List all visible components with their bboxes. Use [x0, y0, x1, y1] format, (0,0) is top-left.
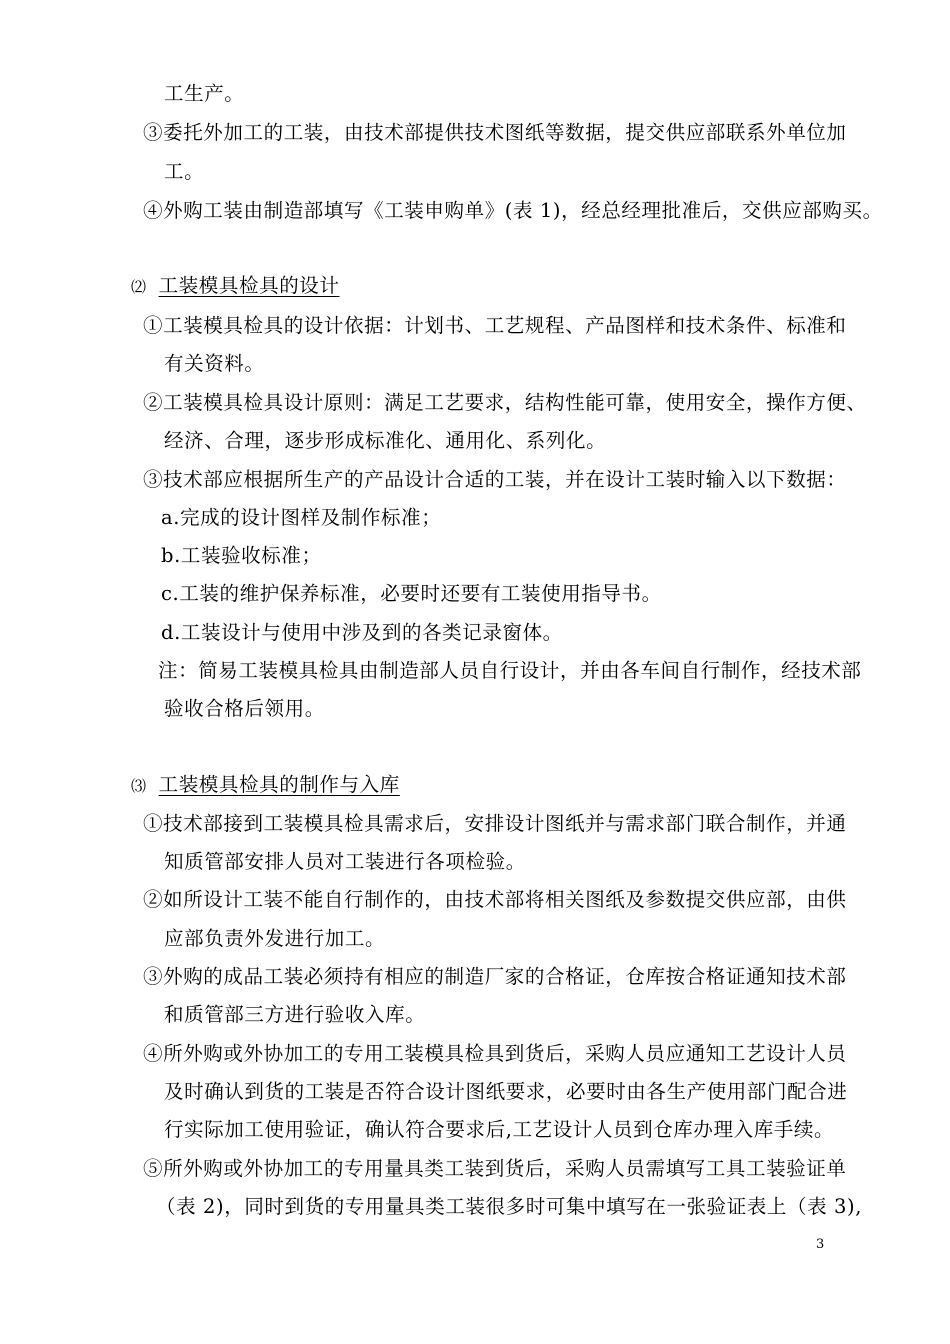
- body-line: ①工装模具检具的设计依据：计划书、工艺规程、产品图样和技术条件、标准和: [143, 314, 847, 337]
- list-item: c.工装的维护保养标准，必要时还要有工装使用指导书。: [161, 582, 662, 605]
- body-line: 及时确认到货的工装是否符合设计图纸要求，必要时由各生产使用部门配合进: [164, 1080, 848, 1103]
- body-line: 行实际加工使用验证，确认符合要求后,工艺设计人员到仓库办理入库手续。: [164, 1118, 835, 1141]
- body-line: ①技术部接到工装模具检具需求后，安排设计图纸并与需求部门联合制作，并通: [143, 812, 847, 835]
- body-line: ④所外购或外协加工的专用工装模具检具到货后，采购人员应通知工艺设计人员: [143, 1042, 847, 1065]
- body-line: 经济、合理，逐步形成标准化、通用化、系列化。: [164, 429, 607, 452]
- body-line: 有关资料。: [164, 352, 265, 375]
- section-title: 工装模具检具的制作与入库: [158, 773, 400, 796]
- body-line: ③外购的成品工装必须持有相应的制造厂家的合格证，仓库按合格证通知技术部: [143, 965, 847, 988]
- body-line: 工生产。: [164, 82, 245, 105]
- list-item: b.工装验收标准；: [161, 544, 322, 567]
- body-line: ④外购工装由制造部填写《工装申购单》(表 1)，经总经理批准后，交供应部购买。: [143, 199, 883, 222]
- body-line: 工。: [164, 160, 205, 183]
- body-line: 知质管部安排人员对工装进行各项检验。: [164, 850, 526, 873]
- body-line: 和质管部三方进行验收入库。: [164, 1003, 426, 1026]
- list-item: a.完成的设计图样及制作标准；: [161, 506, 442, 529]
- section-heading: [131, 772, 400, 799]
- note-line: 验收合格后领用。: [164, 697, 325, 720]
- body-line: ②工装模具检具设计原则：满足工艺要求，结构性能可靠，使用安全，操作方便、: [143, 391, 867, 414]
- section-number: ⑵: [131, 278, 147, 296]
- list-item: d.工装设计与使用中涉及到的各类记录窗体。: [161, 621, 563, 644]
- section-number: ⑶: [131, 777, 147, 795]
- section-heading: [131, 273, 340, 300]
- page-number: 3: [816, 1237, 825, 1252]
- body-line: ③技术部应根据所生产的产品设计合适的工装，并在设计工装时输入以下数据：: [143, 468, 847, 491]
- section-title: 工装模具检具的设计: [158, 274, 340, 297]
- body-line: ③委托外加工的工装，由技术部提供技术图纸等数据，提交供应部联系外单位加: [143, 121, 847, 144]
- body-line: ②如所设计工装不能自行制作的，由技术部将相关图纸及参数提交供应部，由供: [143, 888, 847, 911]
- body-line: ⑤所外购或外协加工的专用量具类工装到货后，采购人员需填写工具工装验证单: [143, 1157, 847, 1180]
- note-line: 注：简易工装模具检具由制造部人员自行设计，并由各车间自行制作，经技术部: [158, 659, 862, 682]
- body-line: 应部负责外发进行加工。: [164, 927, 386, 950]
- body-line: （表 2)，同时到货的专用量具类工装很多时可集中填写在一张验证表上（表 3),: [156, 1195, 863, 1218]
